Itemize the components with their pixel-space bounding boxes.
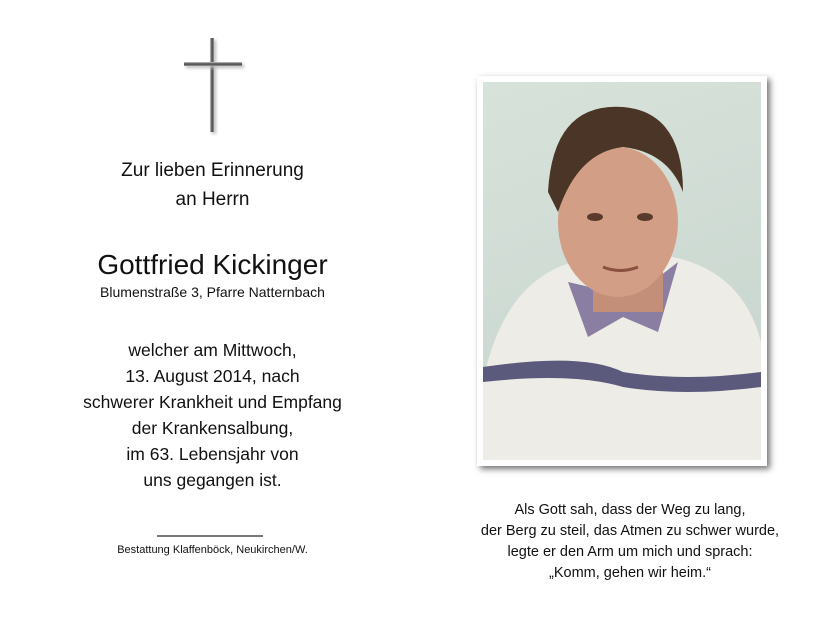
address: Blumenstraße 3, Pfarre Natternbach <box>100 284 325 300</box>
deceased-name: Gottfried Kickinger <box>97 249 328 280</box>
divider <box>157 535 263 537</box>
text-line: der Krankensalbung, <box>131 418 294 438</box>
poem-line: „Komm, gehen wir heim.“ <box>549 565 711 581</box>
poem-line: legte er den Arm um mich und sprach: <box>507 544 753 560</box>
poem-line: Als Gott sah, dass der Weg zu lang, <box>514 502 746 518</box>
text-line: schwerer Krankheit und Empfang <box>83 392 342 412</box>
text-line: welcher am Mittwoch, <box>128 340 297 360</box>
obituary-text <box>0 337 425 493</box>
heading-line: an Herrn <box>175 189 250 210</box>
text-line: uns gegangen ist. <box>143 470 282 490</box>
poem <box>440 500 820 584</box>
text-line: 13. August 2014, nach <box>125 366 300 386</box>
portrait-frame <box>477 76 767 466</box>
text-line: im 63. Lebensjahr von <box>126 444 299 464</box>
undertaker: Bestattung Klaffenböck, Neukirchen/W. <box>117 544 308 556</box>
heading <box>0 156 425 214</box>
heading-line: Zur lieben Erinnerung <box>121 160 304 181</box>
portrait-photo <box>483 82 761 460</box>
poem-line: der Berg zu steil, das Atmen zu schwer wurde, <box>480 523 780 539</box>
